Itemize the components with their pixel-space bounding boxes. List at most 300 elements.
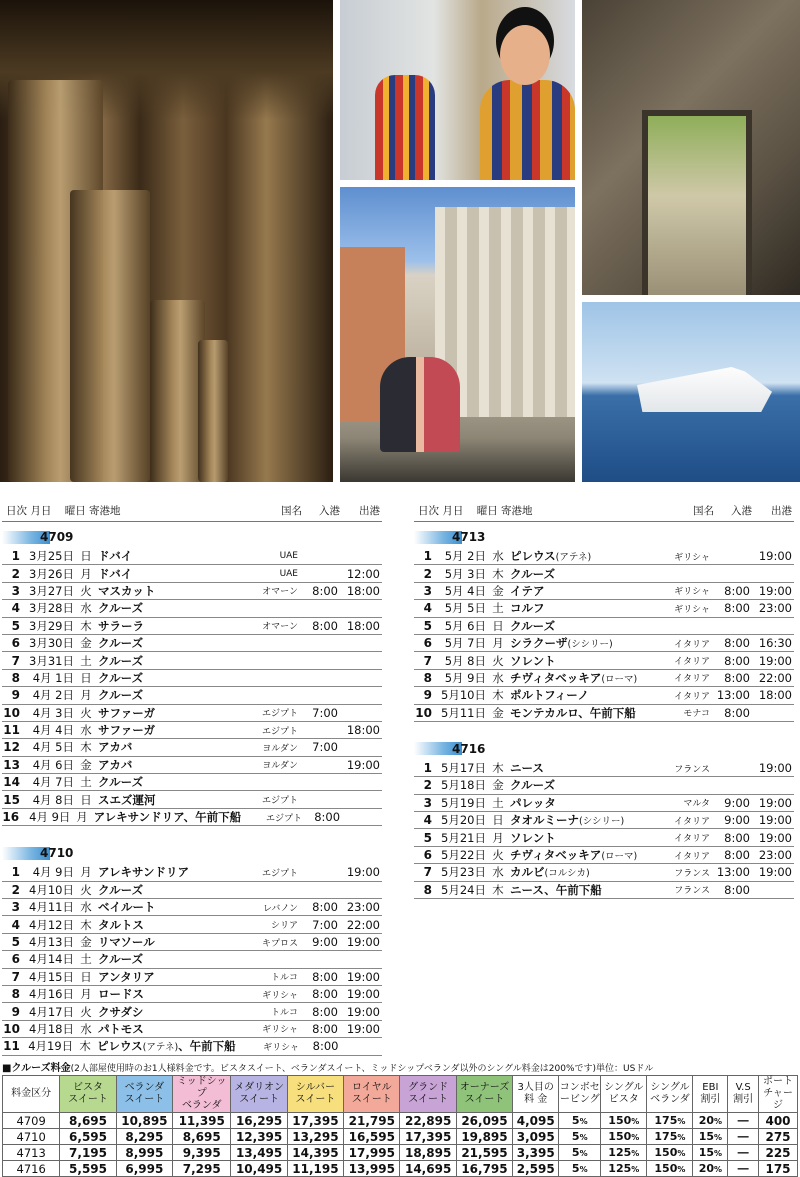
country: ギリシャ: [674, 604, 710, 615]
voyage-heading: [2, 526, 382, 548]
date: 5月 7日: [444, 636, 486, 651]
arrive-time: 8:00: [312, 1004, 338, 1019]
country: イタリア: [673, 816, 710, 827]
day-number: 15: [3, 792, 20, 807]
day-number: 1: [423, 549, 432, 564]
weekday: 木: [492, 688, 504, 703]
fare-column-header: メダリオン スイート: [231, 1076, 287, 1113]
depart-time: 19:00: [346, 1021, 380, 1036]
day-number: 7: [11, 653, 20, 668]
arrive-time: 8:00: [724, 670, 750, 685]
depart-time: 12:00: [346, 566, 380, 581]
itinerary-row: [2, 899, 382, 916]
weekday: 水: [80, 723, 92, 738]
date: 5月18日: [441, 778, 486, 793]
date: 4月 9日: [29, 810, 71, 825]
fare-column-header: ロイヤル スイート: [344, 1076, 400, 1113]
depart-time: 18:00: [346, 618, 380, 633]
port-name: ロードス: [98, 987, 144, 1002]
port-note: (シシリー): [567, 639, 613, 651]
itinerary-row: [414, 618, 794, 635]
weekday: 木: [492, 566, 504, 581]
country: エジプト: [261, 709, 298, 720]
port-name: イテア: [510, 583, 545, 598]
date: 4月 9日: [32, 865, 74, 880]
itinerary-row: [414, 600, 794, 617]
date: 4月 4日: [32, 723, 74, 738]
itinerary-row: [2, 600, 382, 617]
arrive-time: 8:00: [724, 830, 750, 845]
arrive-time: 13:00: [716, 865, 750, 880]
day-number: 12: [3, 740, 20, 755]
fare-value: 13,495: [231, 1145, 287, 1161]
country: フランス: [674, 868, 710, 879]
depart-time: 22:00: [346, 917, 380, 932]
date: 3月25日: [29, 549, 74, 564]
port-name: マスカット: [98, 583, 156, 598]
day-number: 6: [11, 952, 20, 967]
weekday: 火: [492, 848, 504, 863]
port-name: アレキサンドリア、午前下船: [93, 810, 242, 825]
date: 5月 2日: [444, 549, 486, 564]
country: フランス: [674, 886, 710, 897]
fare-header-row: [3, 1076, 798, 1113]
arrive-time: 7:00: [312, 740, 338, 755]
port-note: (アテネ): [555, 552, 592, 564]
fare-column-header: オーナーズ スイート: [456, 1076, 512, 1113]
fare-value: 5%: [559, 1145, 601, 1161]
itinerary-row: [2, 791, 382, 808]
day-number: 9: [11, 688, 20, 703]
day-number: 3: [11, 900, 20, 915]
photo-trevi-fountain: [340, 187, 575, 482]
date: 5月19日: [441, 795, 486, 810]
fare-value: 13,995: [344, 1161, 400, 1177]
date: 4月19日: [28, 1039, 74, 1054]
day-number: 2: [423, 778, 432, 793]
date: 4月 3日: [32, 705, 74, 720]
country: イタリア: [673, 657, 710, 668]
voyage-code: 4710: [40, 846, 74, 861]
port-name: カルビ(コルシカ): [510, 865, 590, 880]
fare-value: 11,395: [173, 1113, 231, 1129]
depart-time: 19:00: [346, 1004, 380, 1019]
fare-value: 15%: [693, 1129, 728, 1145]
fare-value: ―: [728, 1113, 759, 1129]
port-name: コルフ: [510, 601, 545, 616]
itinerary-table-right: [414, 500, 794, 899]
itinerary-row: [2, 670, 382, 687]
fare-value: 150%: [601, 1113, 647, 1129]
day-number: 14: [3, 775, 20, 790]
day-number: 5: [11, 935, 20, 949]
depart-time: 19:00: [758, 795, 792, 810]
percent-sign: %: [677, 1165, 686, 1174]
arrive-time: 8:00: [724, 653, 750, 668]
itinerary-row: [2, 722, 382, 739]
itinerary-row: [414, 864, 794, 881]
day-number: 3: [11, 583, 20, 598]
date: 4月10日: [29, 882, 74, 897]
itinerary-row: [2, 618, 382, 635]
depart-time: 19:00: [346, 969, 380, 984]
day-number: 5: [423, 618, 432, 633]
itinerary-row: [414, 583, 794, 600]
itinerary-row: [2, 951, 382, 968]
arrive-time: 8:00: [312, 900, 338, 915]
port-name: シラクーザ(シシリー): [510, 636, 613, 651]
day-number: 6: [11, 636, 20, 651]
percent-sign: %: [579, 1117, 588, 1126]
date: 5月 3日: [444, 566, 486, 581]
fare-value: 20%: [693, 1113, 728, 1129]
day-number: 11: [3, 1039, 20, 1054]
arrive-time: 8:00: [314, 810, 341, 825]
fare-value: 19,895: [456, 1129, 512, 1145]
country: シリア: [270, 921, 298, 932]
port-name: チヴィタベッキア(ローマ): [510, 848, 638, 863]
day-number: 3: [423, 795, 432, 810]
itinerary-row: [2, 757, 382, 774]
fare-value: 150%: [647, 1161, 693, 1177]
fare-value: 4,095: [513, 1113, 559, 1129]
port-name: アカバ: [98, 740, 133, 755]
itinerary-row: [2, 1021, 382, 1038]
depart-time: 19:00: [758, 830, 792, 845]
day-number: 10: [3, 1021, 20, 1036]
itinerary-row: [2, 934, 382, 951]
fare-row: [3, 1145, 798, 1161]
weekday: 土: [492, 601, 504, 616]
date: 4月18日: [29, 1021, 74, 1036]
date: 4月16日: [29, 987, 74, 1002]
country: ギリシャ: [674, 587, 710, 598]
day-number: 4: [423, 601, 432, 616]
weekday: 水: [80, 1021, 92, 1036]
fare-value: 150%: [601, 1129, 647, 1145]
port-note: (ローマ): [601, 851, 638, 863]
weekday: 月: [80, 688, 92, 703]
depart-time: 19:00: [346, 987, 380, 1002]
date: 3月26日: [29, 566, 74, 581]
arrive-time: 8:00: [724, 583, 750, 598]
fare-voyage-code: 4710: [3, 1129, 60, 1145]
depart-time: 19:00: [346, 935, 380, 949]
fare-value: 18,895: [400, 1145, 456, 1161]
arrive-time: 9:00: [724, 795, 750, 810]
date: 5月22日: [441, 848, 486, 863]
port-name: ドバイ: [98, 566, 133, 581]
port-name: モンテカルロ、午前下船: [510, 705, 636, 720]
fare-column-header: シルバー スイート: [287, 1076, 343, 1113]
day-number: 5: [423, 830, 432, 845]
weekday: 火: [80, 1004, 92, 1019]
itinerary-row: [2, 548, 382, 565]
fare-value: 10,495: [231, 1161, 287, 1177]
itinerary-row: [414, 760, 794, 777]
country: ギリシャ: [263, 1042, 299, 1053]
day-number: 10: [415, 705, 432, 720]
fare-value: 175%: [647, 1113, 693, 1129]
fare-value: 8,695: [60, 1113, 116, 1129]
itinerary-row: [2, 1003, 382, 1020]
fare-value: 12,395: [231, 1129, 287, 1145]
depart-time: 19:00: [758, 813, 792, 828]
port-note: (アテネ): [142, 1042, 179, 1054]
fare-value: 22,895: [400, 1113, 456, 1129]
itinerary-row: [2, 565, 382, 582]
fare-value: 400: [759, 1113, 798, 1129]
weekday: 木: [80, 917, 92, 932]
port-name: アンタリア: [98, 969, 155, 984]
fare-value: 175: [759, 1161, 798, 1177]
itinerary-row: [414, 777, 794, 794]
itinerary-row: [2, 635, 382, 652]
weekday: 木: [79, 1039, 91, 1054]
fare-value: 5%: [559, 1113, 601, 1129]
country: イタリア: [673, 691, 710, 702]
arrive-time: 8:00: [724, 705, 750, 720]
itinerary-row: [414, 812, 794, 829]
fare-value: 16,795: [456, 1161, 512, 1177]
arrive-time: 8:00: [312, 583, 338, 598]
port-name: ソレント: [510, 830, 556, 845]
day-number: 2: [11, 566, 20, 581]
country: トルコ: [270, 973, 298, 984]
port-name: クルーズ: [98, 601, 144, 616]
day-number: 8: [11, 670, 20, 685]
port-name: チヴィタベッキア(ローマ): [510, 670, 638, 685]
port-name: ピレウス(アテネ): [510, 549, 592, 564]
day-number: 8: [11, 987, 20, 1002]
itinerary-row: [414, 847, 794, 864]
arrive-time: 9:00: [724, 813, 750, 828]
fare-value: 8,695: [173, 1129, 231, 1145]
percent-sign: %: [714, 1133, 723, 1142]
port-name: ソレント: [510, 653, 556, 668]
day-number: 5: [11, 618, 20, 633]
voyage-heading: [414, 526, 794, 548]
voyage-heading: [2, 842, 382, 864]
fare-value: 21,595: [456, 1145, 512, 1161]
date: 3月27日: [29, 583, 74, 598]
day-number: 10: [3, 705, 20, 720]
date: 4月 2日: [32, 688, 74, 703]
weekday: 月: [76, 810, 88, 825]
arrive-time: 8:00: [724, 636, 750, 651]
port-name: サファーガ: [98, 705, 156, 720]
day-number: 2: [11, 882, 20, 897]
country: マルタ: [683, 799, 710, 810]
fare-value: 6,595: [60, 1129, 116, 1145]
day-number: 8: [423, 882, 432, 897]
percent-sign: %: [677, 1133, 686, 1142]
fare-value: 175%: [647, 1129, 693, 1145]
weekday: 土: [80, 653, 92, 668]
fare-value: 17,395: [287, 1113, 343, 1129]
country: ギリシャ: [262, 990, 298, 1001]
country: イタリア: [673, 674, 710, 685]
itinerary-row: [2, 969, 382, 986]
itinerary-row: [414, 687, 794, 704]
percent-sign: %: [714, 1149, 723, 1158]
fare-table: [2, 1075, 798, 1177]
weekday: 金: [80, 935, 92, 949]
percent-sign: %: [631, 1165, 640, 1174]
depart-time: 19:00: [758, 761, 792, 776]
port-name: サラーラ: [98, 618, 144, 633]
arrive-time: 9:00: [312, 935, 338, 949]
fare-value: 3,395: [513, 1145, 559, 1161]
arrive-time: 8:00: [312, 987, 338, 1002]
depart-time: 19:00: [758, 549, 792, 564]
date: 4月15日: [29, 969, 74, 984]
depart-time: 19:00: [346, 757, 380, 772]
fare-column-header: ベランダ スイート: [116, 1076, 172, 1113]
weekday: 金: [80, 757, 92, 772]
port-name: クルーズ: [98, 688, 144, 703]
weekday: 金: [492, 778, 504, 793]
day-number: 3: [423, 583, 432, 598]
weekday: 水: [492, 670, 504, 685]
date: 5月23日: [441, 865, 486, 880]
arrive-time: 13:00: [716, 688, 750, 703]
fare-value: 17,995: [344, 1145, 400, 1161]
depart-time: 23:00: [346, 900, 380, 915]
fare-value: 150%: [647, 1145, 693, 1161]
itinerary-row: [2, 583, 382, 600]
port-name: ベイルート: [98, 900, 156, 915]
itinerary-header: 日次 月日 曜日 寄港地 国名 入港 出港: [414, 500, 794, 522]
itinerary-row: [414, 670, 794, 687]
fare-value: 8,995: [116, 1145, 172, 1161]
fare-value: 13,295: [287, 1129, 343, 1145]
country: オマーン: [262, 587, 298, 598]
arrive-time: 8:00: [724, 882, 750, 897]
day-number: 7: [11, 969, 20, 984]
port-name: アレキサンドリア: [98, 865, 189, 880]
fare-value: 21,795: [344, 1113, 400, 1129]
date: 5月 9日: [444, 670, 486, 685]
weekday: 水: [492, 549, 504, 564]
photo-egyptian-temple: [0, 0, 333, 482]
percent-sign: %: [677, 1117, 686, 1126]
fare-value: 7,295: [173, 1161, 231, 1177]
depart-time: 19:00: [346, 865, 380, 880]
date: 5月 5日: [444, 601, 486, 616]
percent-sign: %: [579, 1165, 588, 1174]
fare-value: 26,095: [456, 1113, 512, 1129]
day-number: 13: [3, 757, 20, 772]
depart-time: 19:00: [758, 865, 792, 880]
date: 4月14日: [29, 952, 74, 967]
itinerary-row: [414, 635, 794, 652]
date: 3月28日: [29, 601, 74, 616]
depart-time: 18:00: [346, 583, 380, 598]
weekday: 木: [492, 761, 504, 776]
depart-time: 23:00: [758, 601, 792, 616]
weekday: 日: [80, 670, 92, 685]
depart-time: 19:00: [758, 653, 792, 668]
fare-value: 225: [759, 1145, 798, 1161]
country: イタリア: [673, 834, 710, 845]
country: エジプト: [261, 796, 298, 807]
port-name: クルーズ: [98, 653, 144, 668]
percent-sign: %: [631, 1149, 640, 1158]
country: イタリア: [673, 639, 710, 650]
country: オマーン: [262, 622, 298, 633]
fare-value: 7,195: [60, 1145, 116, 1161]
depart-time: 19:00: [758, 583, 792, 598]
fare-column-header: ポート チャージ: [759, 1076, 798, 1113]
country: ヨルダン: [262, 743, 298, 754]
day-number: 4: [11, 601, 20, 616]
depart-time: 16:30: [758, 636, 792, 651]
port-note: (ローマ): [601, 673, 638, 685]
itinerary-row: [414, 882, 794, 899]
itinerary-row: [414, 795, 794, 812]
date: 5月20日: [441, 813, 486, 828]
country: ヨルダン: [262, 761, 298, 772]
country: エジプト: [261, 726, 298, 737]
weekday: 土: [492, 795, 504, 810]
date: 3月29日: [29, 618, 74, 633]
itinerary-row: [2, 652, 382, 669]
day-number: 16: [2, 810, 20, 825]
fare-column-header: ビスタ スイート: [60, 1076, 116, 1113]
date: 5月11日: [441, 705, 486, 720]
date: 4月 5日: [32, 740, 74, 755]
port-name: ニース、午前下船: [510, 882, 602, 897]
country: エジプト: [266, 813, 303, 824]
port-name: クルーズ: [98, 636, 144, 651]
port-name: ピレウス(アテネ)、午前下船: [96, 1039, 236, 1054]
fare-value: ―: [728, 1129, 759, 1145]
itinerary-row: [2, 882, 382, 899]
port-name: クサダシ: [98, 1004, 144, 1019]
fare-voyage-code: 4713: [3, 1145, 60, 1161]
country: ギリシャ: [674, 552, 710, 563]
weekday: 月: [492, 830, 504, 845]
fare-value: 125%: [601, 1145, 647, 1161]
date: 5月24日: [441, 882, 486, 897]
fare-value: 17,395: [400, 1129, 456, 1145]
port-note: (シシリー): [579, 816, 625, 828]
country: モナコ: [683, 709, 710, 720]
weekday: 水: [80, 900, 92, 915]
port-name: ドバイ: [98, 549, 133, 564]
fare-row: [3, 1113, 798, 1129]
country: UAE: [279, 568, 298, 579]
port-name: リマソール: [98, 935, 155, 949]
fare-value: 20%: [693, 1161, 728, 1177]
date: 5月17日: [441, 761, 486, 776]
country: キプロス: [261, 938, 298, 949]
port-name: クルーズ: [510, 618, 556, 633]
weekday: 日: [80, 969, 92, 984]
port-name: クルーズ: [98, 670, 144, 685]
weekday: 金: [492, 705, 504, 720]
date: 4月 7日: [32, 775, 74, 790]
fare-value: 3,095: [513, 1129, 559, 1145]
itinerary-row: [414, 652, 794, 669]
port-name: タオルミーナ(シシリー): [510, 813, 625, 828]
country: UAE: [279, 551, 298, 562]
itinerary-table-left: [2, 500, 382, 1056]
port-name: アカバ: [98, 757, 133, 772]
weekday: 火: [80, 882, 92, 897]
weekday: 土: [80, 952, 92, 967]
